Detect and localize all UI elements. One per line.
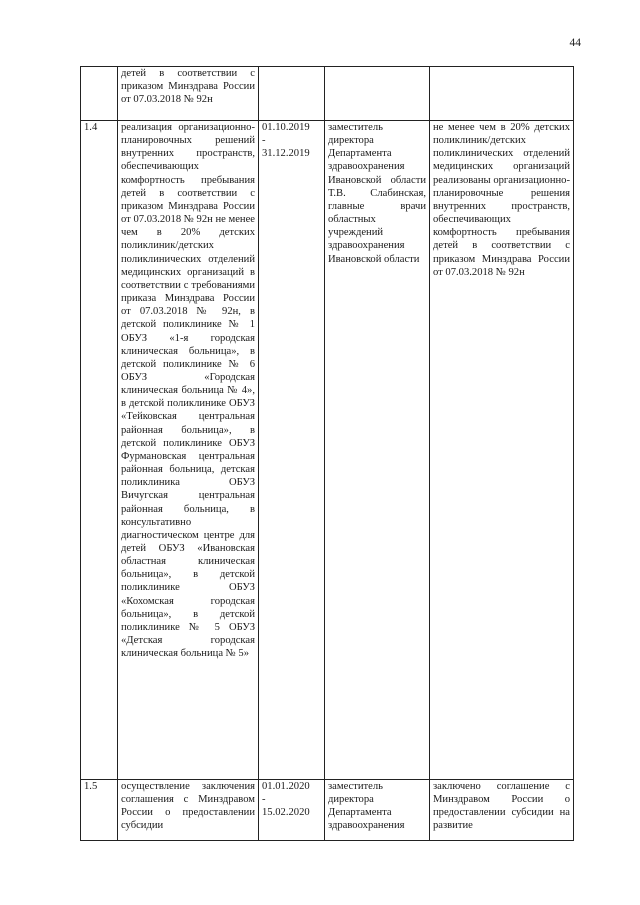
action-cell: [118, 67, 259, 121]
date-separator: -: [262, 794, 266, 806]
result-cell: [430, 67, 574, 121]
date-separator: -: [262, 135, 266, 147]
row-number: 1.4: [84, 122, 98, 133]
table-row: [81, 67, 574, 121]
action-cell: [118, 121, 259, 780]
responsible-text: заместитель директора Департамента здравоохранения Ивановской области Т.В. Слабинская, главные врачи областных учреждений здравоохранения Ивановской области: [328, 122, 426, 265]
row-number-cell: [81, 67, 118, 121]
action-cell: [118, 780, 259, 841]
date-end: 15.02.2020: [262, 807, 310, 819]
result-cell: [430, 780, 574, 841]
table-row: [81, 121, 574, 780]
action-text: реализация организационно-планировочных решений внутренних пространств, обеспечивающих комфортность пребывания детей в соответствии с приказом Минздрава России от 07.03.2018 № 92н не менее чем в 20% детских поликлиник/детских поликлинических отделений медицинских организаций в соответствии с требованиями приказа Минздрава России от 07.03.2018 № 92н, в детской поликлинике № 1 ОБУЗ «1-я городская клиническая больница», в детской поликлинике № 6 ОБУЗ «Городская клиническая больница № 4», в детской поликлинике ОБУЗ «Тейковская центральная районная больница», в детской поликлинике ОБУЗ Фурмановская центральная районная больница, детская поликлиника ОБУЗ Вичугская центральная районная больница, в консультативно диагностическом центре для детей ОБУЗ «Ивановская областная клиническая больница», в детской поликлинике ОБУЗ «Кохомская городская больница», в детской поликлинике № 5 ОБУЗ «Детская городская клиническая больница № 5»: [121, 122, 255, 660]
responsible-cell: [325, 780, 430, 841]
responsible-cell: [325, 121, 430, 780]
result-cell: [430, 121, 574, 780]
row-number: 1.5: [84, 781, 98, 792]
plan-table: [80, 66, 574, 841]
date-cell: [259, 121, 325, 780]
date-cell: [259, 780, 325, 841]
result-text: заключено соглашение с Минздравом России о предоставлении субсидии на развитие: [433, 781, 570, 832]
date-end: 31.12.2019: [262, 148, 310, 160]
responsible-cell: [325, 67, 430, 121]
action-text: детей в соответствии с приказом Минздрава России от 07.03.2018 № 92н: [121, 68, 255, 106]
date-start: 01.01.2020: [262, 781, 310, 792]
row-number-cell: [81, 780, 118, 841]
page-number: 44: [569, 37, 581, 49]
date-start: 01.10.2019: [262, 122, 310, 133]
action-text: осуществление заключения соглашения с Минздравом России о предоставлении субсидии: [121, 781, 255, 832]
responsible-text: заместитель директора Департамента здравоохранения: [328, 781, 405, 832]
date-cell: [259, 67, 325, 121]
table-row: [81, 780, 574, 841]
result-text: не менее чем в 20% детских поликлиник/детских поликлинических отделений медицинских организаций реализованы организационно-планировочные решения внутренних пространств, обеспечивающих комфортность пребывания детей в соответствии с приказом Минздрава России от 07.03.2018 № 92н: [433, 122, 570, 278]
row-number-cell: [81, 121, 118, 780]
